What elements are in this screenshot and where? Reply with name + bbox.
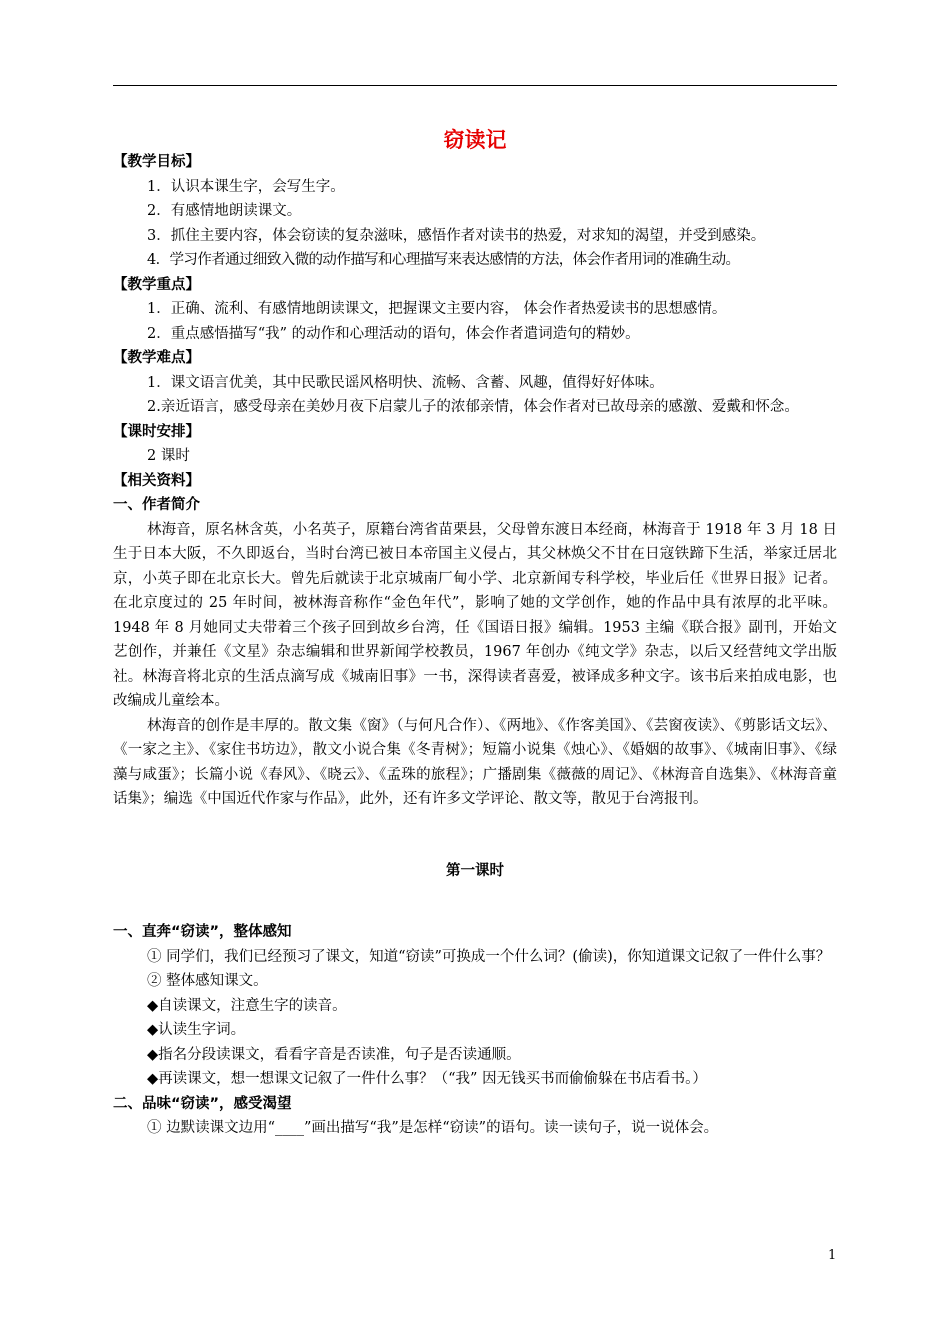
header-rule	[113, 85, 837, 86]
part2-item: ① 边默读课文边用“____”画出描写“我”是怎样“窃读”的语句。读一读句子，说一说体会。	[147, 1120, 719, 1136]
page-number: 1	[828, 1248, 837, 1263]
part1-item: ◆指名分段读课文，看看字音是否读准，句子是否读通顺。	[147, 1046, 521, 1063]
difficulty-item: 2.亲近语言，感受母亲在美妙月夜下启蒙儿子的浓郁亲情，体会作者对已故母亲的感激、爱戴和怀念。	[147, 399, 799, 415]
focus-heading: 【教学重点】	[113, 276, 200, 293]
focus-item: 2．重点感悟描写“我” 的动作和心理活动的语句，体会作者遣词造句的精妙。	[147, 325, 640, 342]
resources-heading: 【相关资料】	[113, 472, 200, 489]
goal-item: 3．抓住主要内容，体会窃读的复杂滋味，感悟作者对读书的热爱，对求知的渴望，并受到感染。	[147, 227, 766, 244]
part1-item: ① 同学们，我们已经预习了课文，知道“窃读”可换成一个什么词？(偷读)，你知道课文记叙了一件什么事？	[147, 948, 831, 965]
part1-item: ◆认读生字词。	[147, 1022, 246, 1038]
document-body	[113, 150, 837, 1141]
part1-heading: 一、直奔“窃读”，整体感知	[113, 924, 292, 940]
focus-item: 1．正确、流利、有感情地朗读课文，把握课文主要内容， 体会作者热爱读书的思想感情。	[147, 301, 727, 317]
part2-heading: 二、品味“窃读”，感受渴望	[113, 1095, 292, 1112]
difficulty-item: 1．课文语言优美，其中民歌民谣风格明快、流畅、含蓄、风趣，值得好好体味。	[147, 374, 664, 391]
schedule-value: 2 课时	[147, 448, 190, 464]
part1-item: ② 整体感知课文。	[147, 973, 268, 989]
author-heading: 一、作者简介	[113, 497, 200, 513]
difficulty-heading: 【教学难点】	[113, 350, 200, 366]
goal-item: 4．学习作者通过细致入微的动作描写和心理描写来表达感情的方法，体会作者用词的准确生动。	[147, 252, 740, 268]
author-paragraph: 林海音的创作是丰厚的。散文集《窗》（与何凡合作）、《两地》、《作客美国》、《芸窗夜读》、《剪影话文坛》、《一家之主》、《家住书坊边》，散文小说合集《冬青树》；短篇小说集《烛心》、《婚姻的故事》、《城南旧事》、《绿藻与咸蛋》；长篇小说《春风》、《晓云》、《孟珠的旅程》；广播剧集《薇薇的周记》、《林海音自选集》、《林海音童话集》；编选《中国近代作家与作品》，此外，还有许多文学评论、散文等，散见于台湾报刊。	[113, 717, 837, 807]
goal-item: 1．认识本课生字，会写生字。	[147, 178, 345, 195]
goal-item: 2．有感情地朗读课文。	[147, 203, 302, 219]
goals-heading: 【教学目标】	[113, 154, 200, 170]
part1-item: ◆再读课文，想一想课文记叙了一件什么事？（“我” 因无钱买书而偷偷躲在书店看书。）	[147, 1071, 707, 1087]
author-paragraph: 林海音，原名林含英，小名英子，原籍台湾省苗栗县，父母曾东渡日本经商，林海音于 1918 年 3 月 18 日生于日本大阪，不久即返台，当时台湾已被日本帝国主义侵占，其父林焕父不甘在日寇铁蹄下生活，举家迁居北京，小英子即在北京长大。曾先后就读于北京城南厂甸小学、北京新闻专科学校，毕业后任《世界日报》记者。在北京度过的 25 年时间，被林海音称作“金色年代”，影响了她的文学创作，她的作品中具有浓厚的北平味。1948 年 8 月她同丈夫带着三个孩子回到故乡台湾，任《国语日报》编辑。1953 主编《联合报》副刊，开始文艺创作，并兼任《文星》杂志编辑和世界新闻学校教员，1967 年创办《纯文学》杂志，以后又经营纯文学出版社。林海音将北京的生活点滴写成《城南旧事》一书，深得读者喜爱，被译成多种文字。该书后来拍成电影，也改编成儿童绘本。	[113, 521, 837, 709]
part1-item: ◆自读课文，注意生字的读音。	[147, 997, 347, 1014]
schedule-heading: 【课时安排】	[113, 423, 200, 440]
lesson-title: 第一课时	[446, 862, 504, 879]
document-title: 窃读记	[443, 128, 507, 152]
